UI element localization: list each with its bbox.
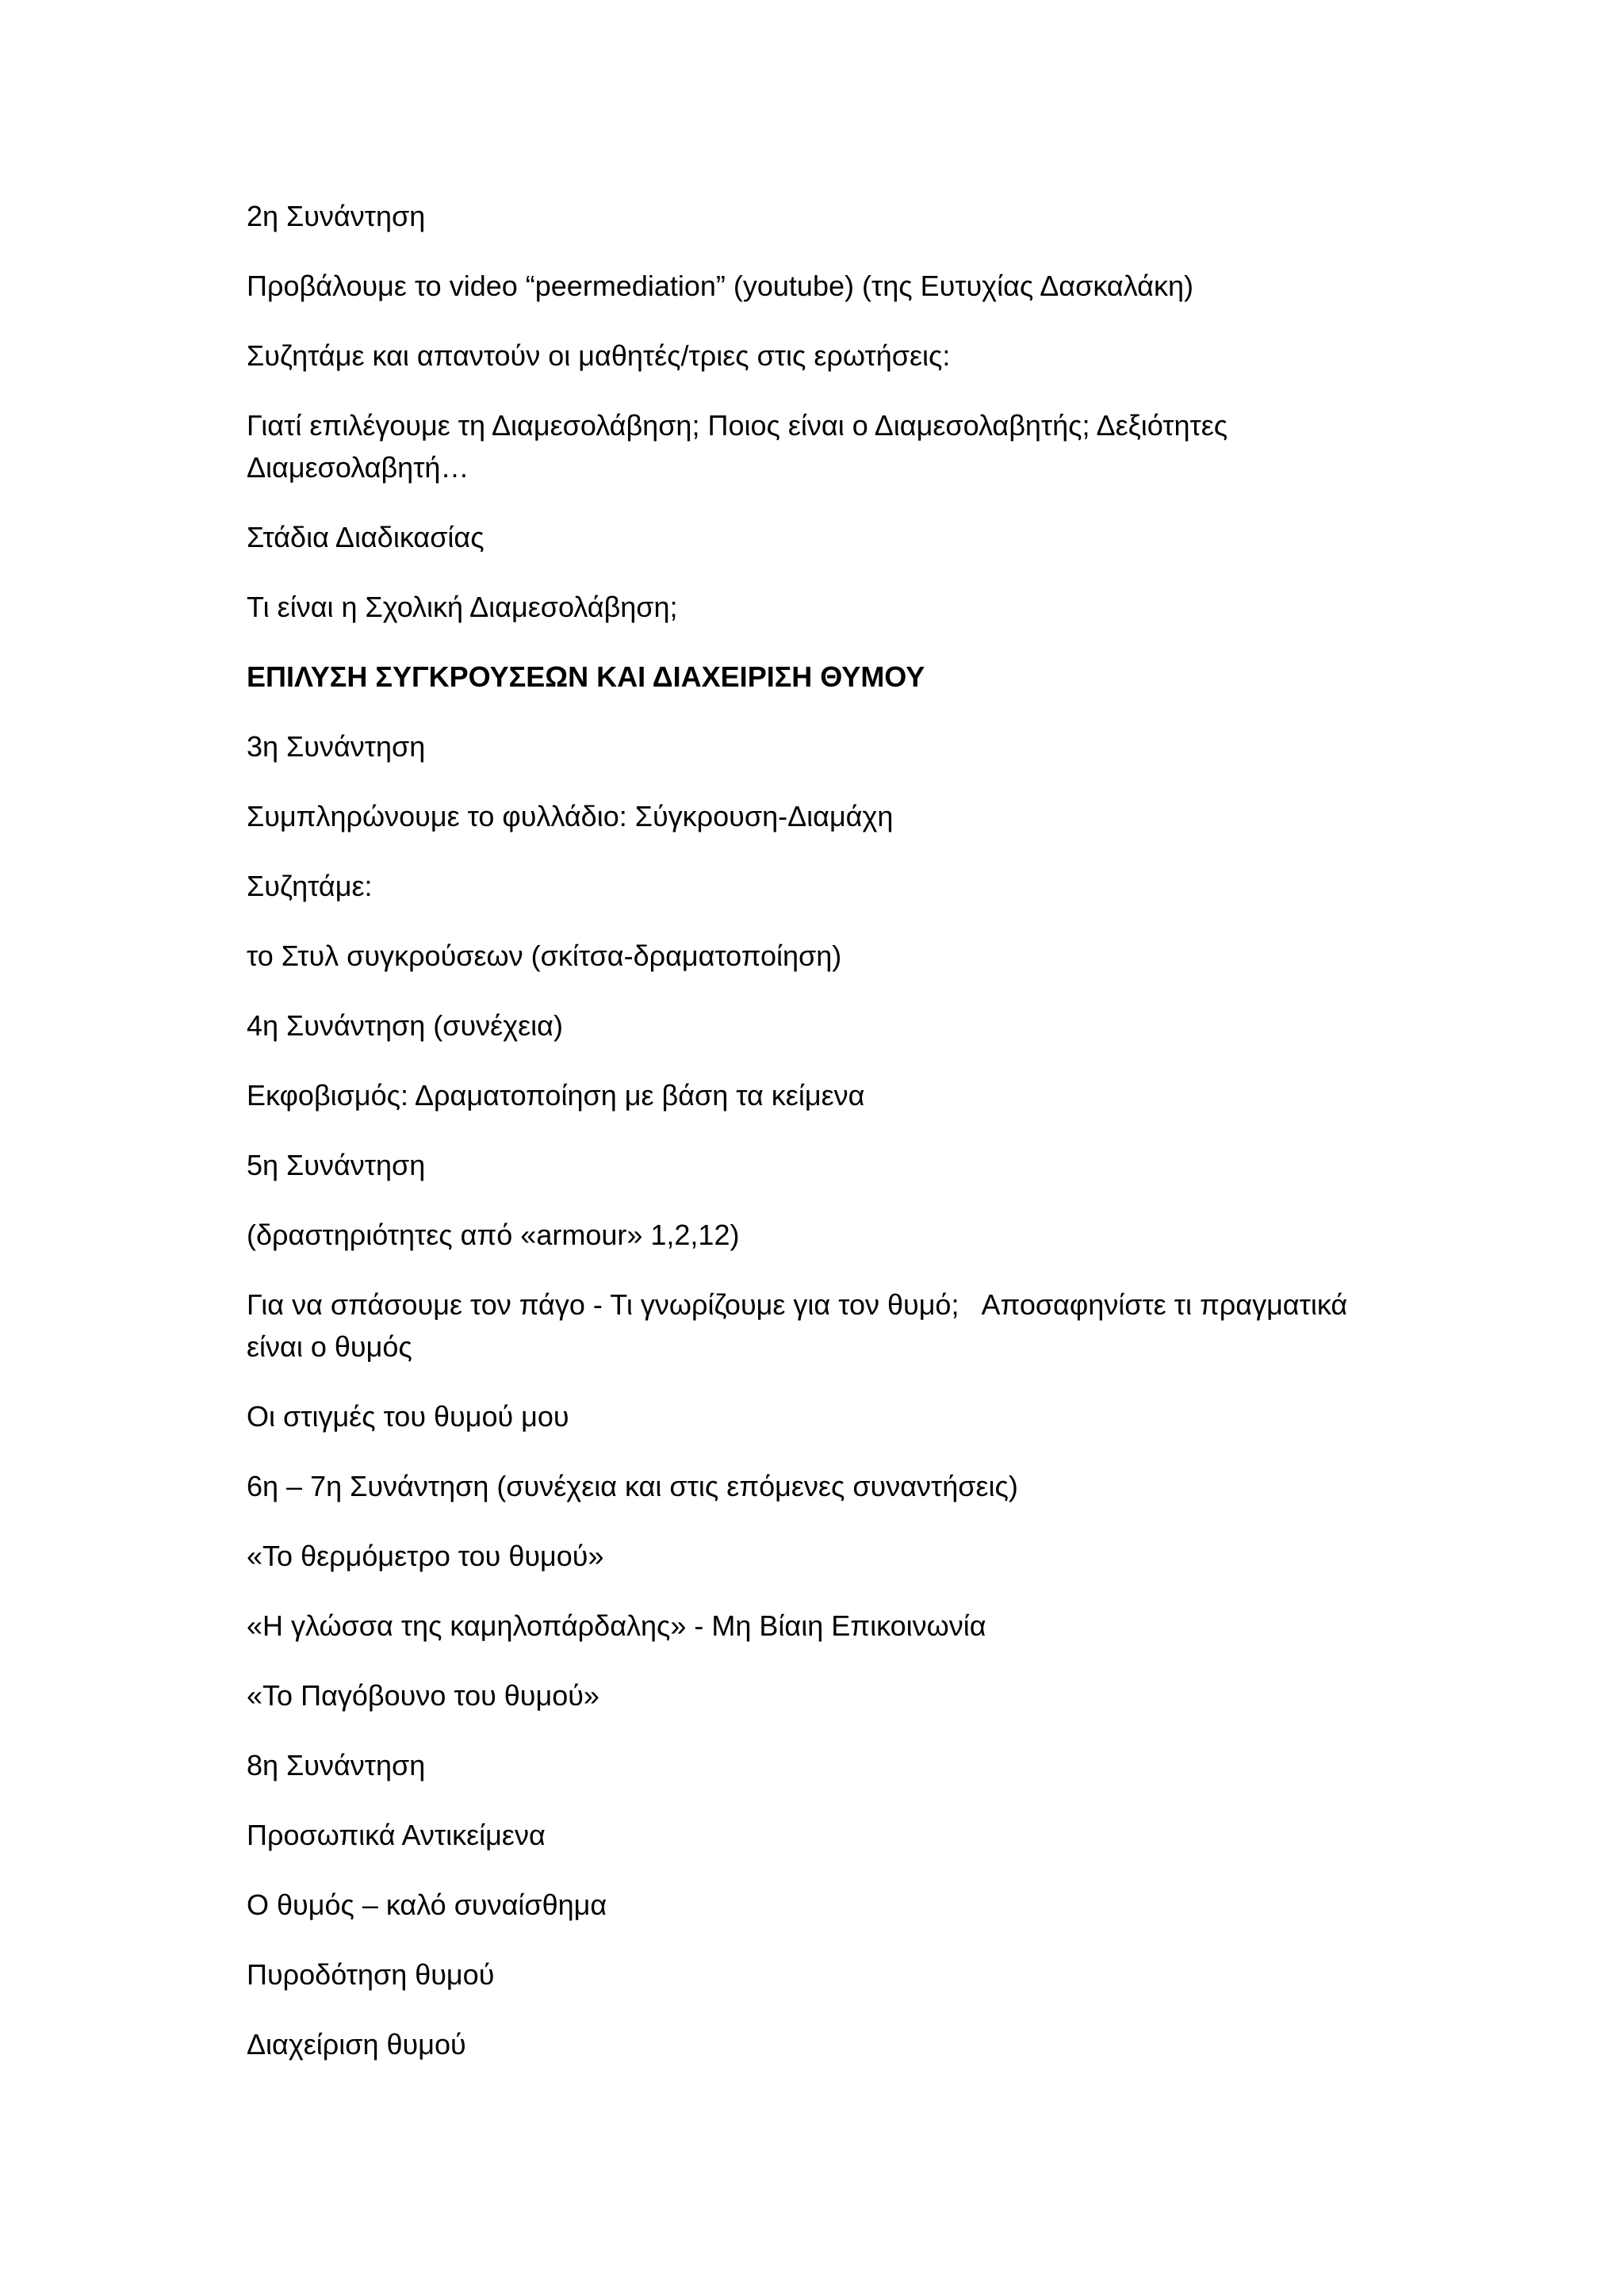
meeting-heading-5: 5η Συνάντηση [247, 1149, 426, 1181]
meeting-heading-8: 8η Συνάντηση [247, 1749, 426, 1781]
paragraph-questions: Γιατί επιλέγουμε τη Διαμεσολάβηση; Ποιος είναι ο Διαμεσολαβητής; Δεξιότητες Διαμεσολαβητή… [247, 409, 1228, 484]
meeting-heading-3: 3η Συνάντηση [247, 730, 426, 763]
section-heading-conflict-anger: ΕΠΙΛΥΣΗ ΣΥΓΚΡΟΥΣΕΩΝ ΚΑΙ ΔΙΑΧΕΙΡΙΣΗ ΘΥΜΟΥ [247, 660, 925, 693]
paragraph-conflict-style: το Στυλ συγκρούσεων (σκίτσα-δραματοποίηση) [247, 939, 842, 972]
paragraph-video: Προβάλουμε το video “peermediation” (youtube) (της Ευτυχίας Δασκαλάκη) [247, 270, 1193, 302]
paragraph-school-mediation: Τι είναι η Σχολική Διαμεσολάβηση; [247, 591, 678, 623]
paragraph-anger-good-emotion: Ο θυμός – καλό συναίσθημα [247, 1888, 607, 1921]
paragraph-anger-thermometer: «Το θερμόμετρο του θυμού» [247, 1540, 604, 1572]
meeting-heading-6-7: 6η – 7η Συνάντηση (συνέχεια και στις επόμενες συναντήσεις) [247, 1470, 1018, 1502]
paragraph-personal-objects: Προσωπικά Αντικείμενα [247, 1819, 546, 1851]
meeting-heading-4: 4η Συνάντηση (συνέχεια) [247, 1009, 563, 1042]
paragraph-anger-iceberg: «Το Παγόβουνο του θυμού» [247, 1679, 599, 1712]
paragraph-bullying: Εκφοβισμός: Δραματοποίηση με βάση τα κείμενα [247, 1079, 865, 1112]
paragraph-leaflet: Συμπληρώνουμε το φυλλάδιο: Σύγκρουση-Διαμάχη [247, 800, 894, 832]
paragraph-discussion: Συζητάμε και απαντούν οι μαθητές/τριες στις ερωτήσεις: [247, 339, 951, 372]
paragraph-anger-management: Διαχείριση θυμού [247, 2028, 466, 2061]
paragraph-anger-moments: Οι στιγμές του θυμού μου [247, 1400, 569, 1433]
paragraph-we-discuss: Συζητάμε: [247, 870, 373, 902]
paragraph-armour-activities: (δραστηριότητες από «armour» 1,2,12) [247, 1219, 740, 1251]
document-body [247, 195, 1373, 2093]
paragraph-break-ice: Για να σπάσουμε τον πάγο - Τι γνωρίζουμε για τον θυμό; Αποσαφηνίστε τι πραγματικά είναι ο θυμός [247, 1288, 1356, 1363]
paragraph-stages: Στάδια Διαδικασίας [247, 521, 485, 553]
meeting-heading-2: 2η Συνάντηση [247, 200, 426, 232]
paragraph-anger-triggers: Πυροδότηση θυμού [247, 1958, 495, 1991]
paragraph-giraffe-language: «Η γλώσσα της καμηλοπάρδαλης» - Μη Βίαιη Επικοινωνία [247, 1609, 986, 1642]
